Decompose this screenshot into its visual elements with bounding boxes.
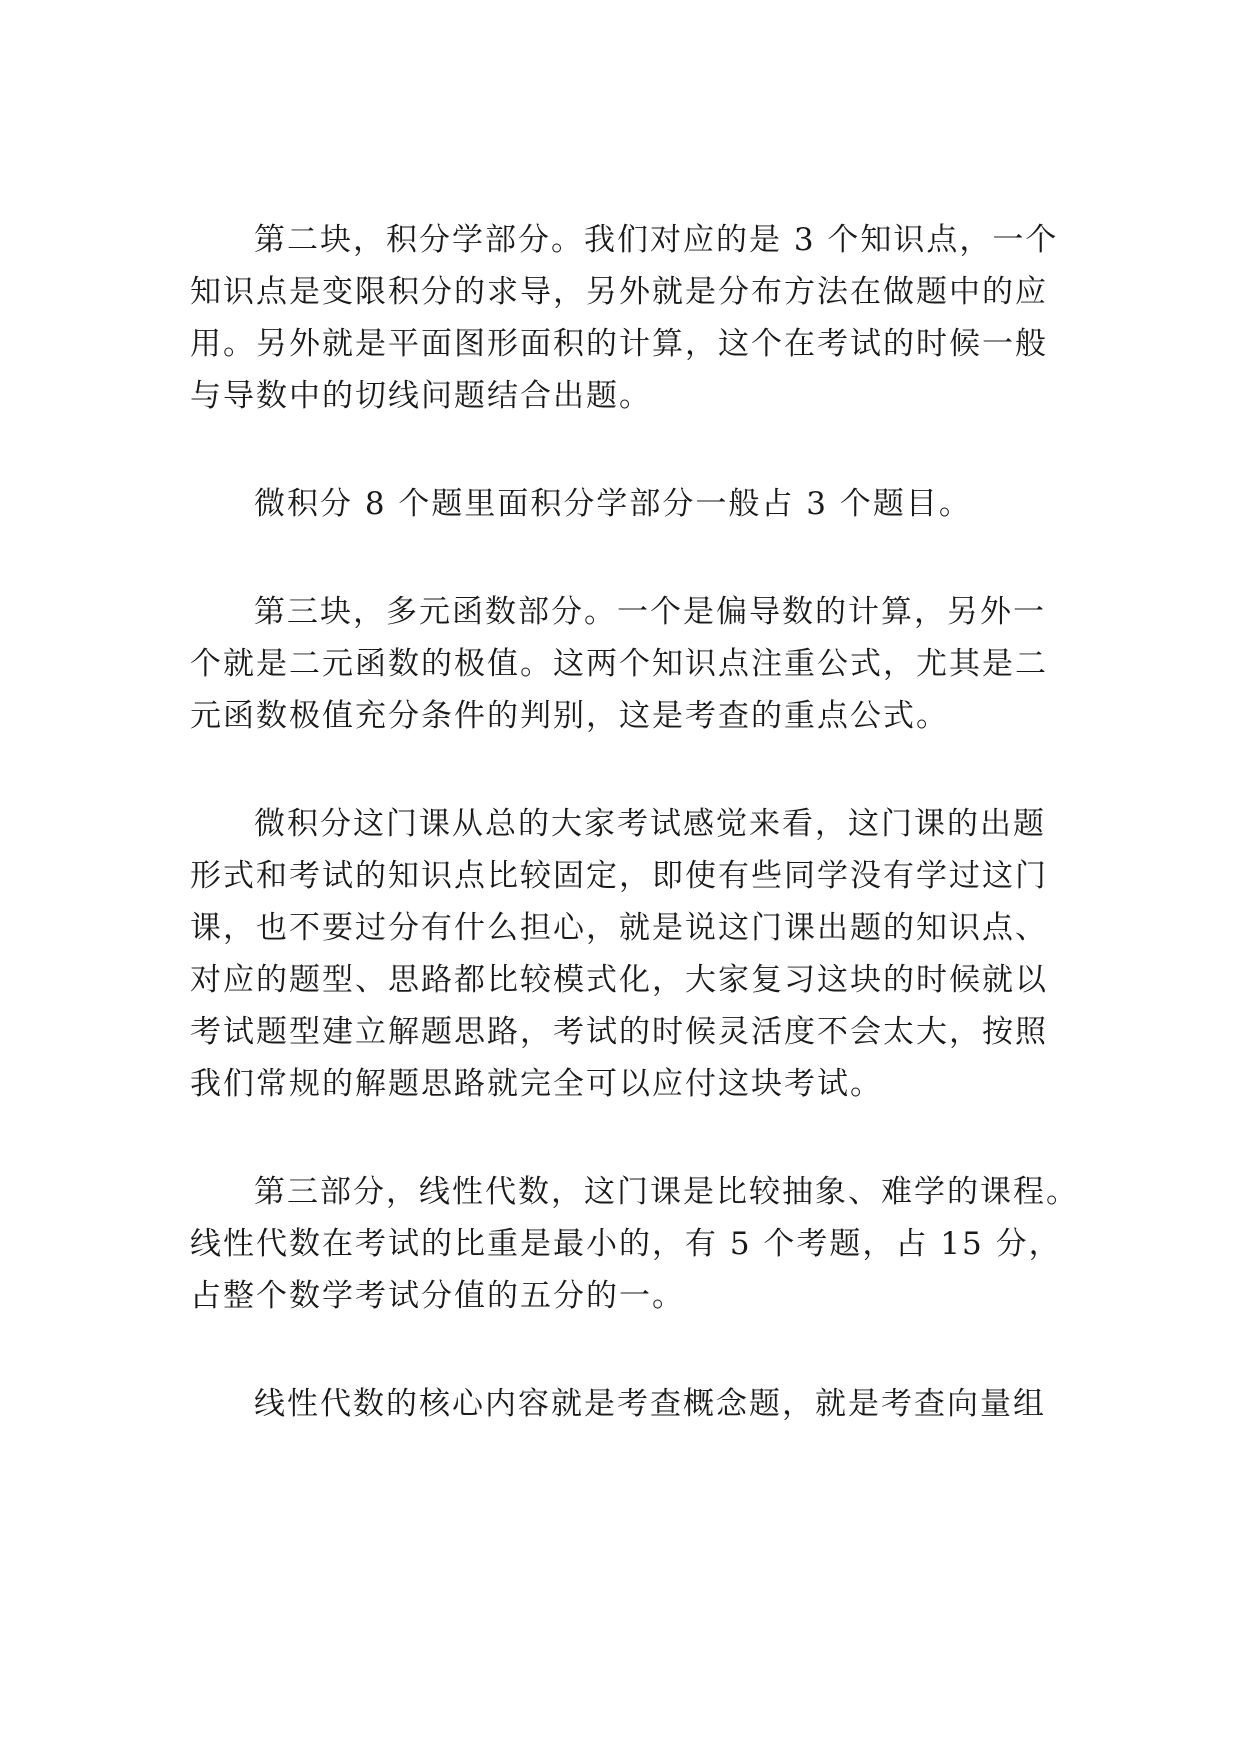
paragraph-gap	[190, 530, 1050, 586]
paragraph-line: 课，也不要过分有什么担心，就是说这门课出题的知识点、	[190, 910, 1048, 946]
paragraph-line: 线性代数的核心内容就是考查概念题，就是考查向量组	[254, 1386, 1046, 1422]
paragraph-linear-algebra-core	[190, 1378, 1050, 1430]
paragraph-gap	[190, 1110, 1050, 1166]
document-body	[190, 214, 1079, 1430]
paragraph-line: 线性代数在考试的比重是最小的，有 5 个考题，占 15 分，	[190, 1226, 1062, 1262]
paragraph-line: 知识点是变限积分的求导，另外就是分布方法在做题中的应	[190, 274, 1048, 310]
paragraph-line: 个就是二元函数的极值。这两个知识点注重公式，尤其是二	[190, 646, 1048, 682]
paragraph-linear-algebra	[190, 1166, 1079, 1322]
paragraph-line: 第二块，积分学部分。我们对应的是 3 个知识点，一个	[254, 222, 1059, 258]
paragraph-line: 微积分这门课从总的大家考试感觉来看，这门课的出题	[254, 806, 1046, 842]
paragraph-line: 考试题型建立解题思路，考试的时候灵活度不会太大，按照	[190, 1014, 1048, 1050]
paragraph-line: 第三块，多元函数部分。一个是偏导数的计算，另外一	[254, 594, 1046, 630]
paragraph-multivariable	[190, 586, 1050, 742]
paragraph-line: 元函数极值充分条件的判别，这是考查的重点公式。	[190, 698, 949, 734]
paragraph-integral-count	[190, 478, 1050, 530]
paragraph-line: 第三部分，线性代数，这门课是比较抽象、难学的课程。	[254, 1174, 1079, 1210]
paragraph-line: 用。另外就是平面图形面积的计算，这个在考试的时候一般	[190, 326, 1048, 362]
paragraph-line: 形式和考试的知识点比较固定，即使有些同学没有学过这门	[190, 858, 1048, 894]
paragraph-line: 微积分 8 个题里面积分学部分一般占 3 个题目。	[254, 486, 972, 522]
paragraph-gap	[190, 1322, 1050, 1378]
paragraph-line: 对应的题型、思路都比较模式化，大家复习这块的时候就以	[190, 962, 1048, 998]
paragraph-calculus-summary	[190, 798, 1050, 1110]
paragraph-gap	[190, 742, 1050, 798]
paragraph-line: 我们常规的解题思路就完全可以应付这块考试。	[190, 1066, 883, 1102]
paragraph-integral-calculus	[190, 214, 1059, 422]
paragraph-gap	[190, 422, 1050, 478]
paragraph-line: 与导数中的切线问题结合出题。	[190, 378, 652, 414]
paragraph-line: 占整个数学考试分值的五分的一。	[190, 1278, 685, 1314]
